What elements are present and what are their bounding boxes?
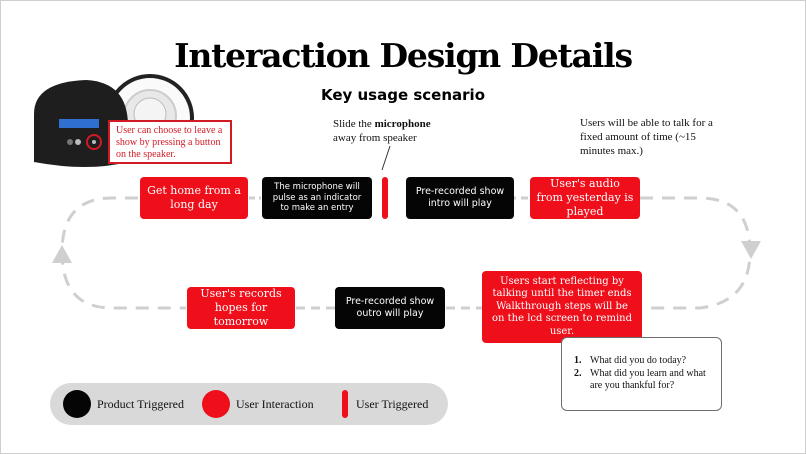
step-microphone-pulse: The microphone will pulse as an indicator to make an entry xyxy=(262,177,372,219)
page-title: Interaction Design Details xyxy=(174,36,632,75)
question-item xyxy=(574,355,713,367)
legend-product-triggered xyxy=(63,383,184,425)
slide-note-bold: microphone xyxy=(374,118,431,130)
question-number: 1. xyxy=(574,355,582,366)
step-get-home: Get home from a long day xyxy=(140,177,248,219)
red-bar-icon xyxy=(342,390,348,418)
slide-note-prefix: Slide the xyxy=(333,118,375,130)
black-dot-icon xyxy=(63,390,91,418)
legend-user-interaction xyxy=(202,383,314,425)
red-dot-icon xyxy=(202,390,230,418)
legend-label: User Triggered xyxy=(356,396,429,411)
legend-label: User Interaction xyxy=(236,396,314,411)
question-text: What did you learn and what are you thankful for? xyxy=(590,368,706,391)
flow-arrow-down-icon xyxy=(740,239,762,261)
speaker-callout: User can choose to leave a show by pressing a button on the speaker. xyxy=(108,120,232,164)
talk-time-note: Users will be able to talk for a fixed amount of time (~15 minutes max.) xyxy=(580,117,713,157)
step-record-hopes: User's records hopes for tomorrow xyxy=(187,287,295,329)
step-reflect-talking: Users start reflecting by talking until the timer ends Walkthrough steps will be on the lcd screen to remind user. xyxy=(482,271,642,343)
step-yesterday-audio: User's audio from yesterday is played xyxy=(530,177,640,219)
slide-note-suffix: away from speaker xyxy=(333,131,417,144)
step-slide-microphone-marker xyxy=(382,177,388,219)
slide-microphone-note xyxy=(333,118,453,146)
questions-box xyxy=(561,337,722,411)
question-text: What did you do today? xyxy=(590,355,687,366)
question-item xyxy=(574,368,713,392)
legend-label: Product Triggered xyxy=(97,396,184,411)
step-show-intro: Pre-recorded show intro will play xyxy=(406,177,514,219)
flow-arrow-up-icon xyxy=(51,243,73,265)
step-show-outro: Pre-recorded show outro will play xyxy=(335,287,445,329)
question-number: 2. xyxy=(574,368,582,379)
page-subtitle: Key usage scenario xyxy=(320,86,486,104)
legend-user-triggered xyxy=(342,383,428,425)
legend xyxy=(50,383,448,425)
